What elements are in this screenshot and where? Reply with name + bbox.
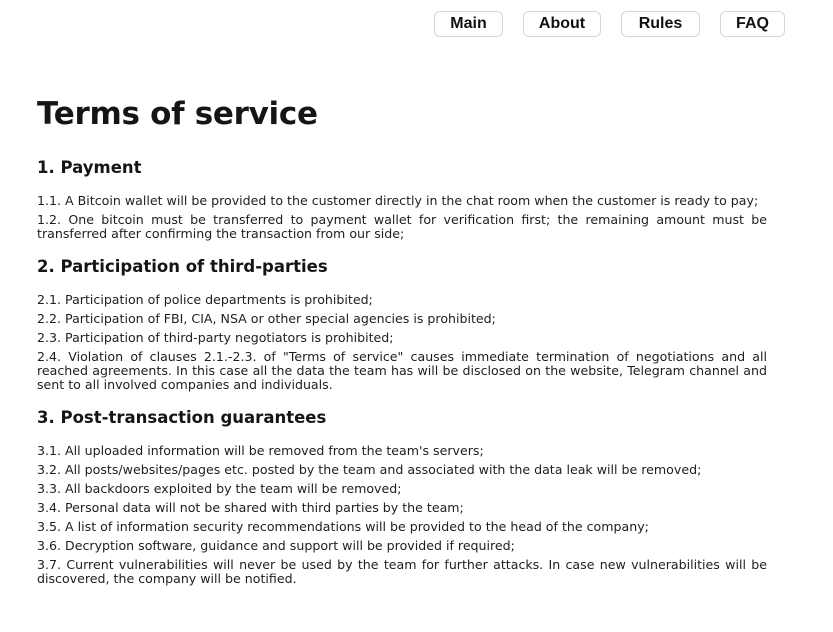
clause-list — [37, 444, 767, 586]
clause-item: 2.3. Participation of third-party negotiators is prohibited; — [37, 330, 394, 345]
clause-item: 1.2. One bitcoin must be transferred to payment wallet for verification first; the remaining amount must be transferred after confirming the transaction from our side; — [37, 212, 767, 241]
page-title: Terms of service — [37, 96, 318, 132]
clause-list — [37, 293, 767, 392]
clause-item: 2.2. Participation of FBI, CIA, NSA or other special agencies is prohibited; — [37, 311, 496, 326]
section-payment — [37, 158, 767, 241]
clause-item: 3.6. Decryption software, guidance and support will be provided if required; — [37, 538, 515, 553]
clause-item: 3.1. All uploaded information will be removed from the team's servers; — [37, 443, 484, 458]
top-navigation — [434, 11, 785, 37]
clause-item: 2.1. Participation of police departments is prohibited; — [37, 292, 373, 307]
section-post-transaction — [37, 408, 767, 586]
section-heading: 3. Post-transaction guarantees — [37, 408, 327, 427]
clause-item: 3.4. Personal data will not be shared with third parties by the team; — [37, 500, 464, 515]
nav-faq-button[interactable]: FAQ — [720, 11, 785, 37]
nav-rules-button[interactable]: Rules — [621, 11, 700, 37]
clause-item: 3.3. All backdoors exploited by the team will be removed; — [37, 481, 402, 496]
section-heading: 1. Payment — [37, 158, 142, 177]
clause-item: 2.4. Violation of clauses 2.1.-2.3. of "Terms of service" causes immediate termination of negotiations and all reached agreements. In this case all the data the team has will be disclosed on the website, Telegram channel and sent to all involved companies and individuals. — [37, 349, 767, 392]
section-third-parties — [37, 257, 767, 392]
clause-list — [37, 194, 767, 241]
clause-item: 3.5. A list of information security recommendations will be provided to the head of the company; — [37, 519, 649, 534]
terms-content — [37, 94, 767, 591]
section-heading: 2. Participation of third-parties — [37, 257, 328, 276]
nav-about-button[interactable]: About — [523, 11, 601, 37]
clause-item: 1.1. A Bitcoin wallet will be provided to the customer directly in the chat room when the customer is ready to pay; — [37, 193, 759, 208]
clause-item: 3.2. All posts/websites/pages etc. posted by the team and associated with the data leak will be removed; — [37, 462, 702, 477]
nav-main-button[interactable]: Main — [434, 11, 503, 37]
clause-item: 3.7. Current vulnerabilities will never be used by the team for further attacks. In case new vulnerabilities will be discovered, the company will be notified. — [37, 557, 767, 586]
